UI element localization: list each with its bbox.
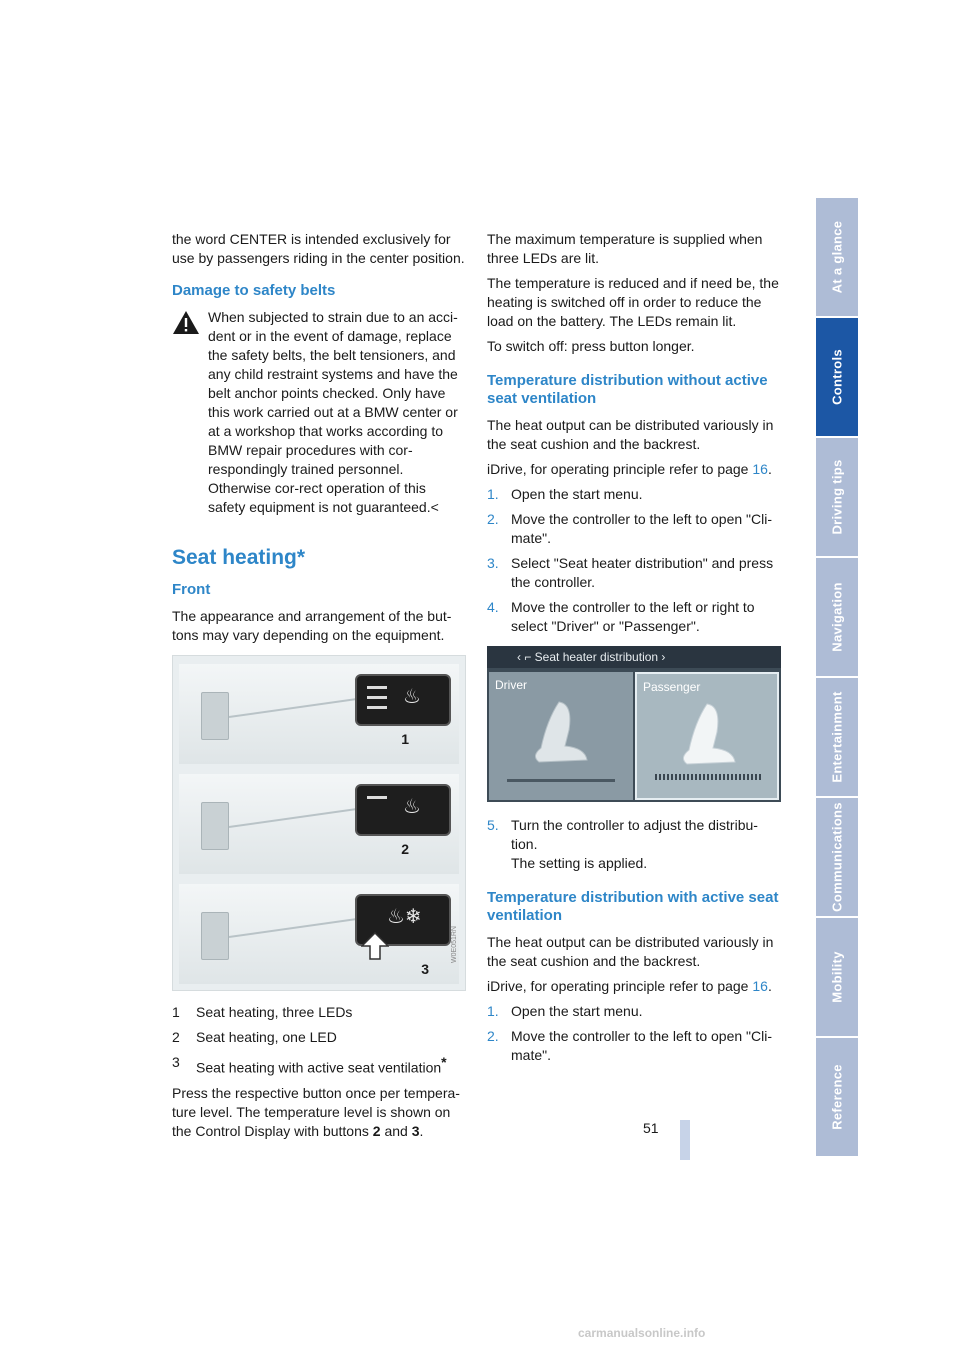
figure-caption-2: 2 (401, 841, 409, 857)
tab-communications[interactable]: Communications (816, 798, 858, 918)
driver-slider (507, 779, 615, 782)
step-item: 1. Open the start menu. (487, 486, 643, 502)
driver-label: Driver (495, 678, 527, 692)
figure-caption-3: 3 (421, 961, 429, 977)
distribution-with-heading: Temperature distribution with active seat ventilation (487, 889, 779, 924)
idrive-paragraph-2: iDrive, for operating principle refer to page 16. (487, 978, 772, 994)
warning-block (172, 308, 466, 517)
tab-reference[interactable]: Reference (816, 1038, 858, 1158)
passenger-slider (655, 774, 763, 780)
figure-caption-1: 1 (401, 731, 409, 747)
front-paragraph: The appearance and arrangement of the but-tons may vary depending on the equipment. (172, 608, 452, 643)
tab-driving-tips[interactable]: Driving tips (816, 438, 858, 558)
seat-icon (677, 702, 737, 772)
step-item: 2. Move the controller to the left to open "Cli-mate". (487, 511, 772, 546)
reduce-paragraph: The temperature is reduced and if need be, the heating is switched off in order to reduce the load on the battery. The LEDs remain lit. (487, 275, 779, 329)
seat-icon: ‹ ⌐ (517, 650, 535, 664)
section-tabs (816, 198, 858, 1160)
footer-watermark: carmanualsonline.info (578, 1326, 706, 1340)
tab-controls[interactable]: Controls (816, 318, 858, 438)
legend-item: 3 Seat heating with active seat ventilation* (172, 1054, 447, 1076)
warning-text: When subjected to strain due to an acci-dent or in the event of damage, replace the safety belts, the belt tensioners, and any child restraint systems and have the belt anchor points checked. Only have this work carried out at a BMW center or at a workshop that works according to BMW repair procedures with cor-respondingly trained personnel. Otherwise cor-rect operation of this safety equipment is not guaranteed.< (208, 309, 458, 515)
step-item: 5. Turn the controller to adjust the distribu-tion. The setting is applied. (487, 817, 758, 871)
step-item: 4. Move the controller to the left or right to select "Driver" or "Passenger". (487, 599, 755, 634)
idrive-paragraph: iDrive, for operating principle refer to page 16. (487, 461, 772, 477)
panel-1 (179, 664, 459, 764)
damage-heading: Damage to safety belts (172, 282, 336, 299)
figure-code: W0E051RN (451, 926, 458, 963)
page-link[interactable]: 16 (752, 461, 768, 477)
seat-vent-icon: ♨❄ (387, 906, 422, 928)
step-item: 1. Open the start menu. (487, 1003, 643, 1019)
heat-output-paragraph-2: The heat output can be distributed variously in the seat cushion and the backrest. (487, 934, 774, 969)
seat-heating-heading: Seat heating* (172, 546, 306, 569)
left-column (172, 230, 466, 1147)
seat-heating-buttons-figure (172, 655, 466, 991)
legend-item: 2 Seat heating, one LED (172, 1029, 337, 1045)
page-number: 51 (643, 1120, 659, 1136)
seat-icon (529, 700, 589, 770)
arrow-up-icon (361, 932, 389, 960)
passenger-pane (635, 672, 779, 800)
passenger-label: Passenger (643, 680, 701, 694)
seat-heat-button-2 (355, 784, 451, 836)
warning-triangle-icon (172, 310, 200, 335)
seat-heat-button-1 (355, 674, 451, 726)
right-column (487, 230, 781, 1071)
tab-entertainment[interactable]: Entertainment (816, 678, 858, 798)
tab-navigation[interactable]: Navigation (816, 558, 858, 678)
intro-paragraph: the word CENTER is intended exclusively for use by passengers riding in the center position. (172, 231, 465, 266)
legend-item: 1 Seat heating, three LEDs (172, 1004, 353, 1020)
panel-2 (179, 774, 459, 874)
tab-mobility[interactable]: Mobility (816, 918, 858, 1038)
screen-title-bar: ‹ ⌐ Seat heater distribution › (487, 646, 781, 668)
seat-heat-icon: ♨ (403, 796, 421, 818)
seat-heater-distribution-screen (487, 646, 781, 802)
page-link[interactable]: 16 (752, 978, 768, 994)
seat-heat-icon: ♨ (403, 686, 421, 708)
max-temp-paragraph: The maximum temperature is supplied when three LEDs are lit. (487, 231, 763, 266)
panel-3 (179, 884, 459, 984)
driver-pane (489, 672, 633, 800)
distribution-without-heading: Temperature distribution without active seat ventilation (487, 372, 768, 407)
front-heading: Front (172, 581, 211, 598)
page-number-bar (680, 1120, 690, 1160)
tab-at-a-glance[interactable]: At a glance (816, 198, 858, 318)
step-item: 2. Move the controller to the left to open "Cli-mate". (487, 1028, 772, 1063)
step-item: 3. Select "Seat heater distribution" and press the controller. (487, 555, 774, 590)
heat-output-paragraph: The heat output can be distributed variously in the seat cushion and the backrest. (487, 417, 774, 452)
press-paragraph: Press the respective button once per tempera-ture level. The temperature level is shown on the Control Display with buttons 2 and 3. (172, 1084, 460, 1139)
switch-off-paragraph: To switch off: press button longer. (487, 338, 695, 354)
